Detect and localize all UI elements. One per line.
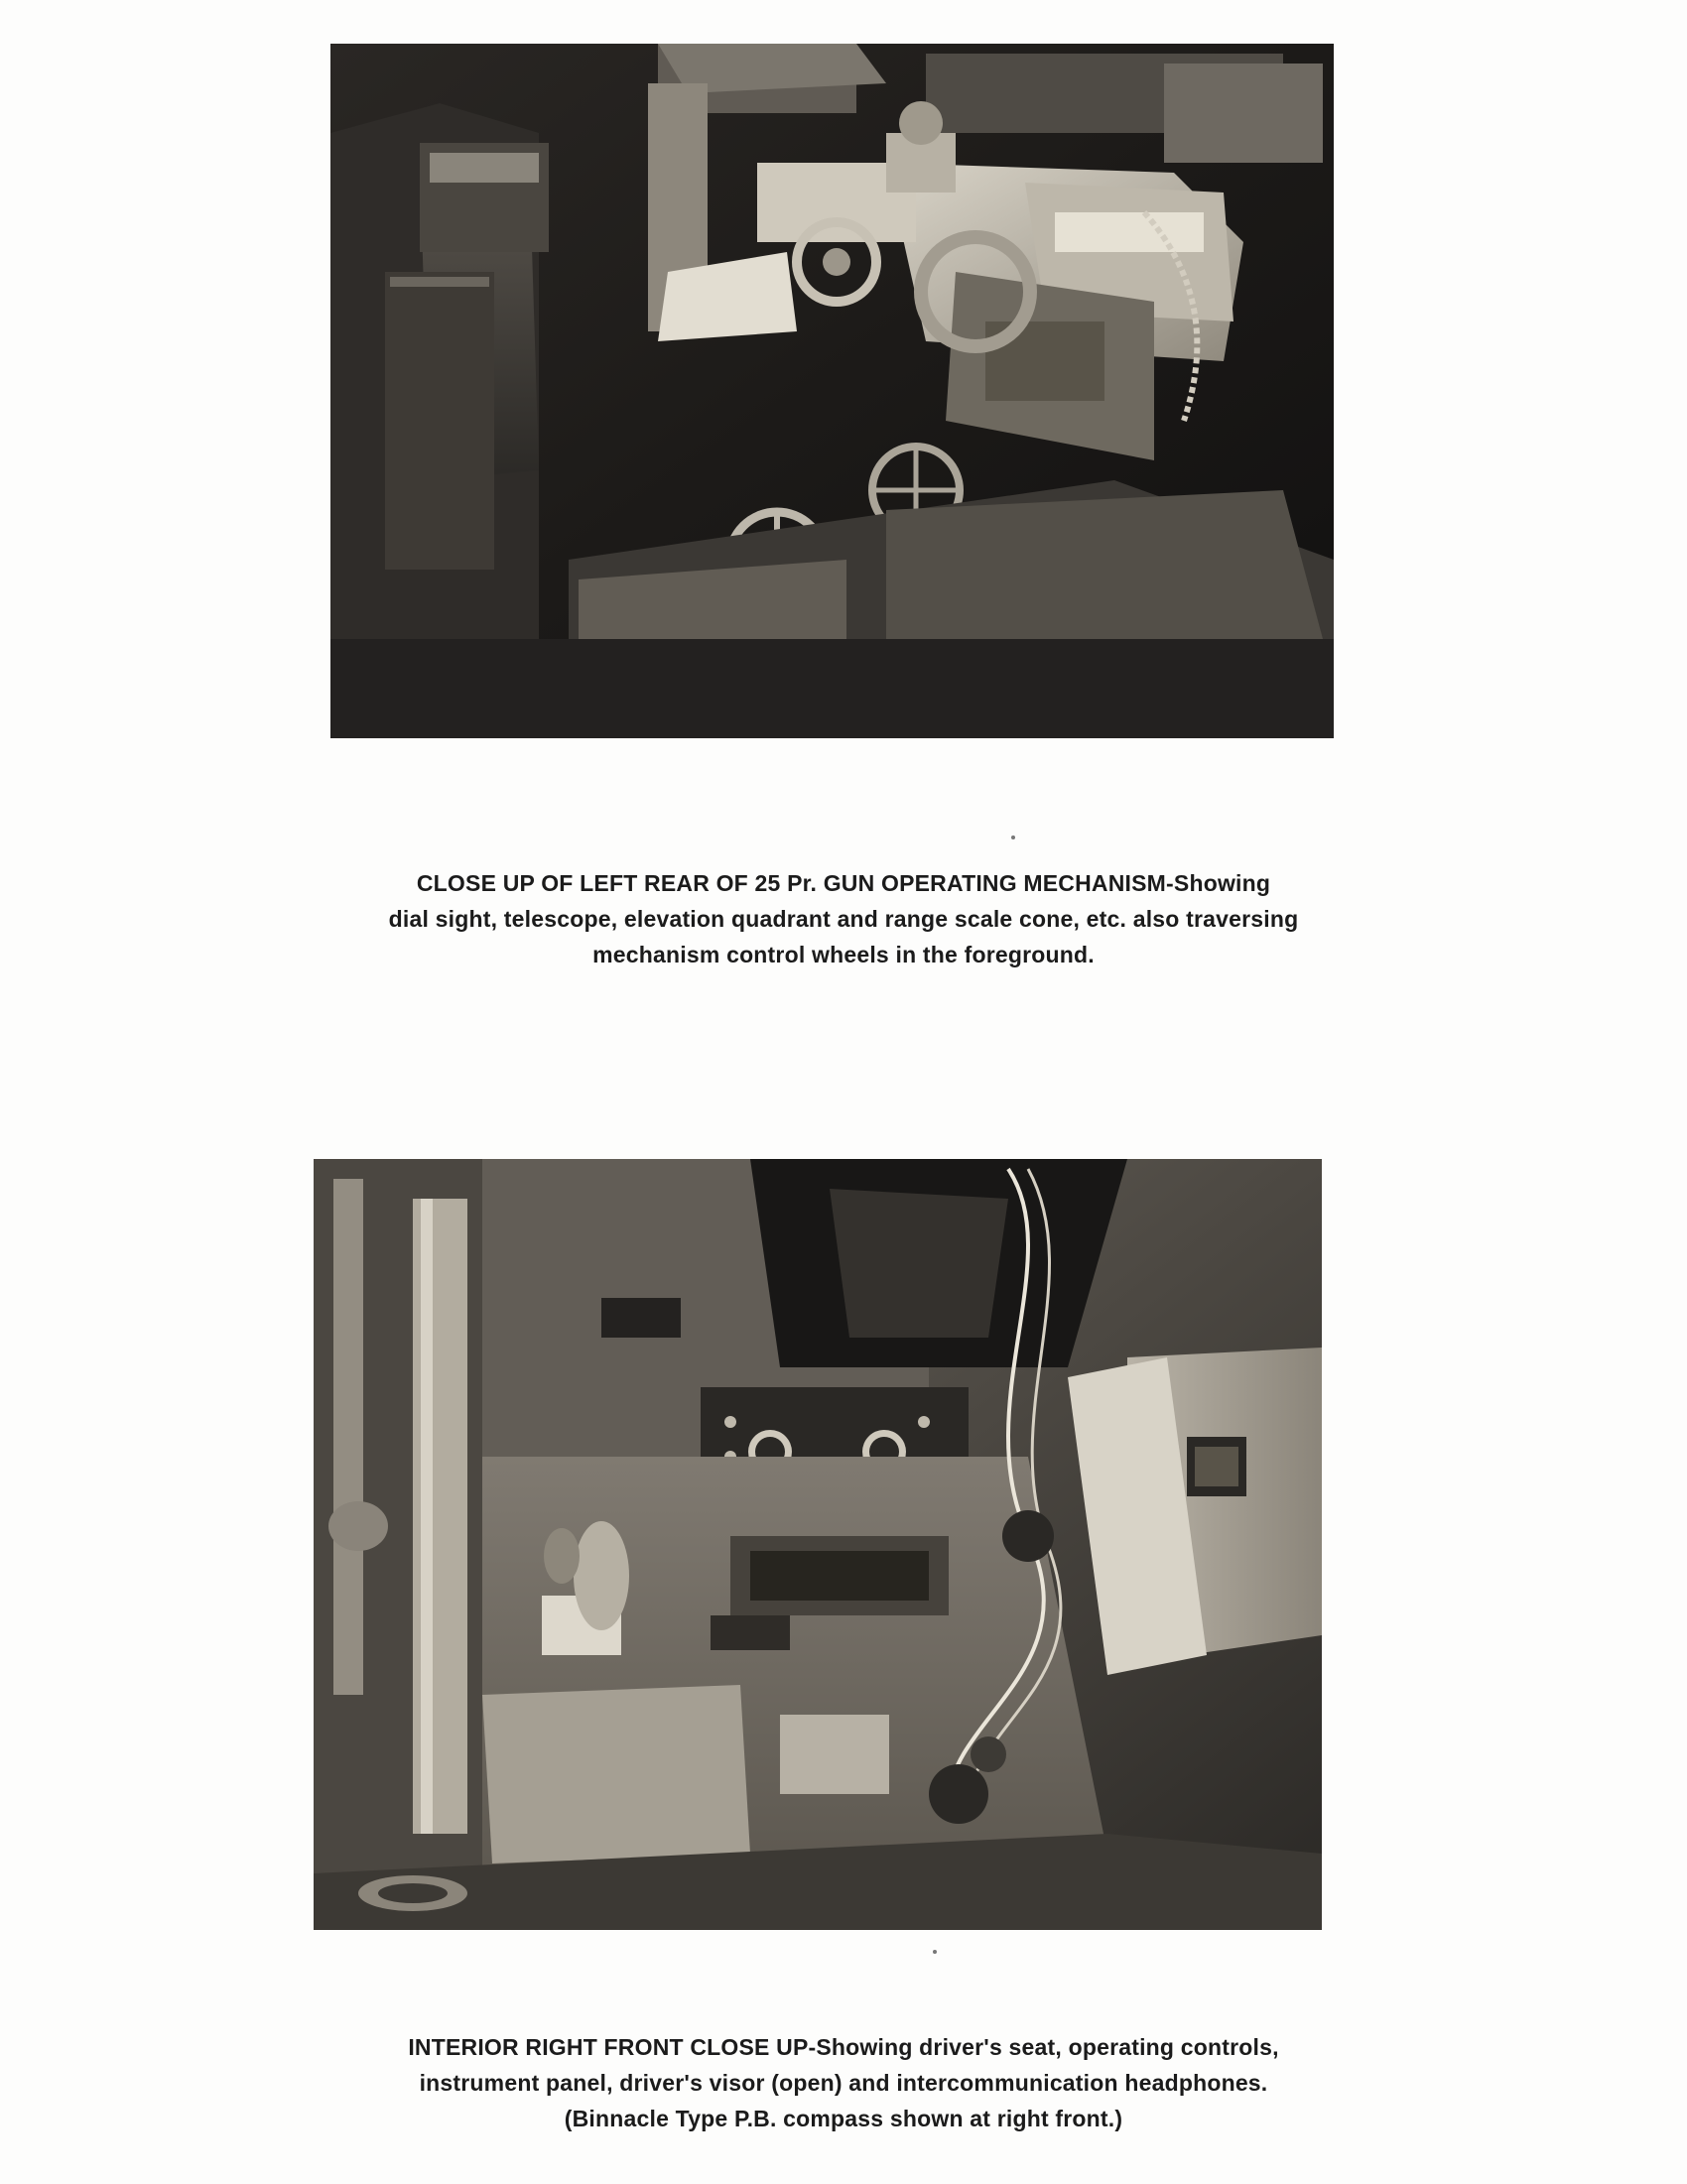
caption-line: instrument panel, driver's visor (open) and intercommunication headphones. — [419, 2070, 1268, 2096]
scan-speck — [1011, 835, 1015, 839]
caption-line: mechanism control wheels in the foreground. — [592, 942, 1095, 967]
scan-speck — [933, 1950, 937, 1954]
interior-front-caption — [298, 2029, 1389, 2136]
caption-line: (Binnacle Type P.B. compass shown at right front.) — [564, 2106, 1123, 2131]
gun-mechanism-caption — [298, 865, 1389, 972]
gun-mechanism-photo — [330, 44, 1334, 738]
interior-front-image — [314, 1159, 1322, 1930]
caption-line: dial sight, telescope, elevation quadrant and range scale cone, etc. also traversing — [388, 906, 1299, 932]
caption-line: CLOSE UP OF LEFT REAR OF 25 Pr. GUN OPERATING MECHANISM-Showing — [416, 870, 1271, 896]
gun-mechanism-image — [330, 44, 1334, 738]
caption-line: INTERIOR RIGHT FRONT CLOSE UP-Showing driver's seat, operating controls, — [408, 2034, 1279, 2060]
interior-front-photo — [314, 1159, 1322, 1930]
